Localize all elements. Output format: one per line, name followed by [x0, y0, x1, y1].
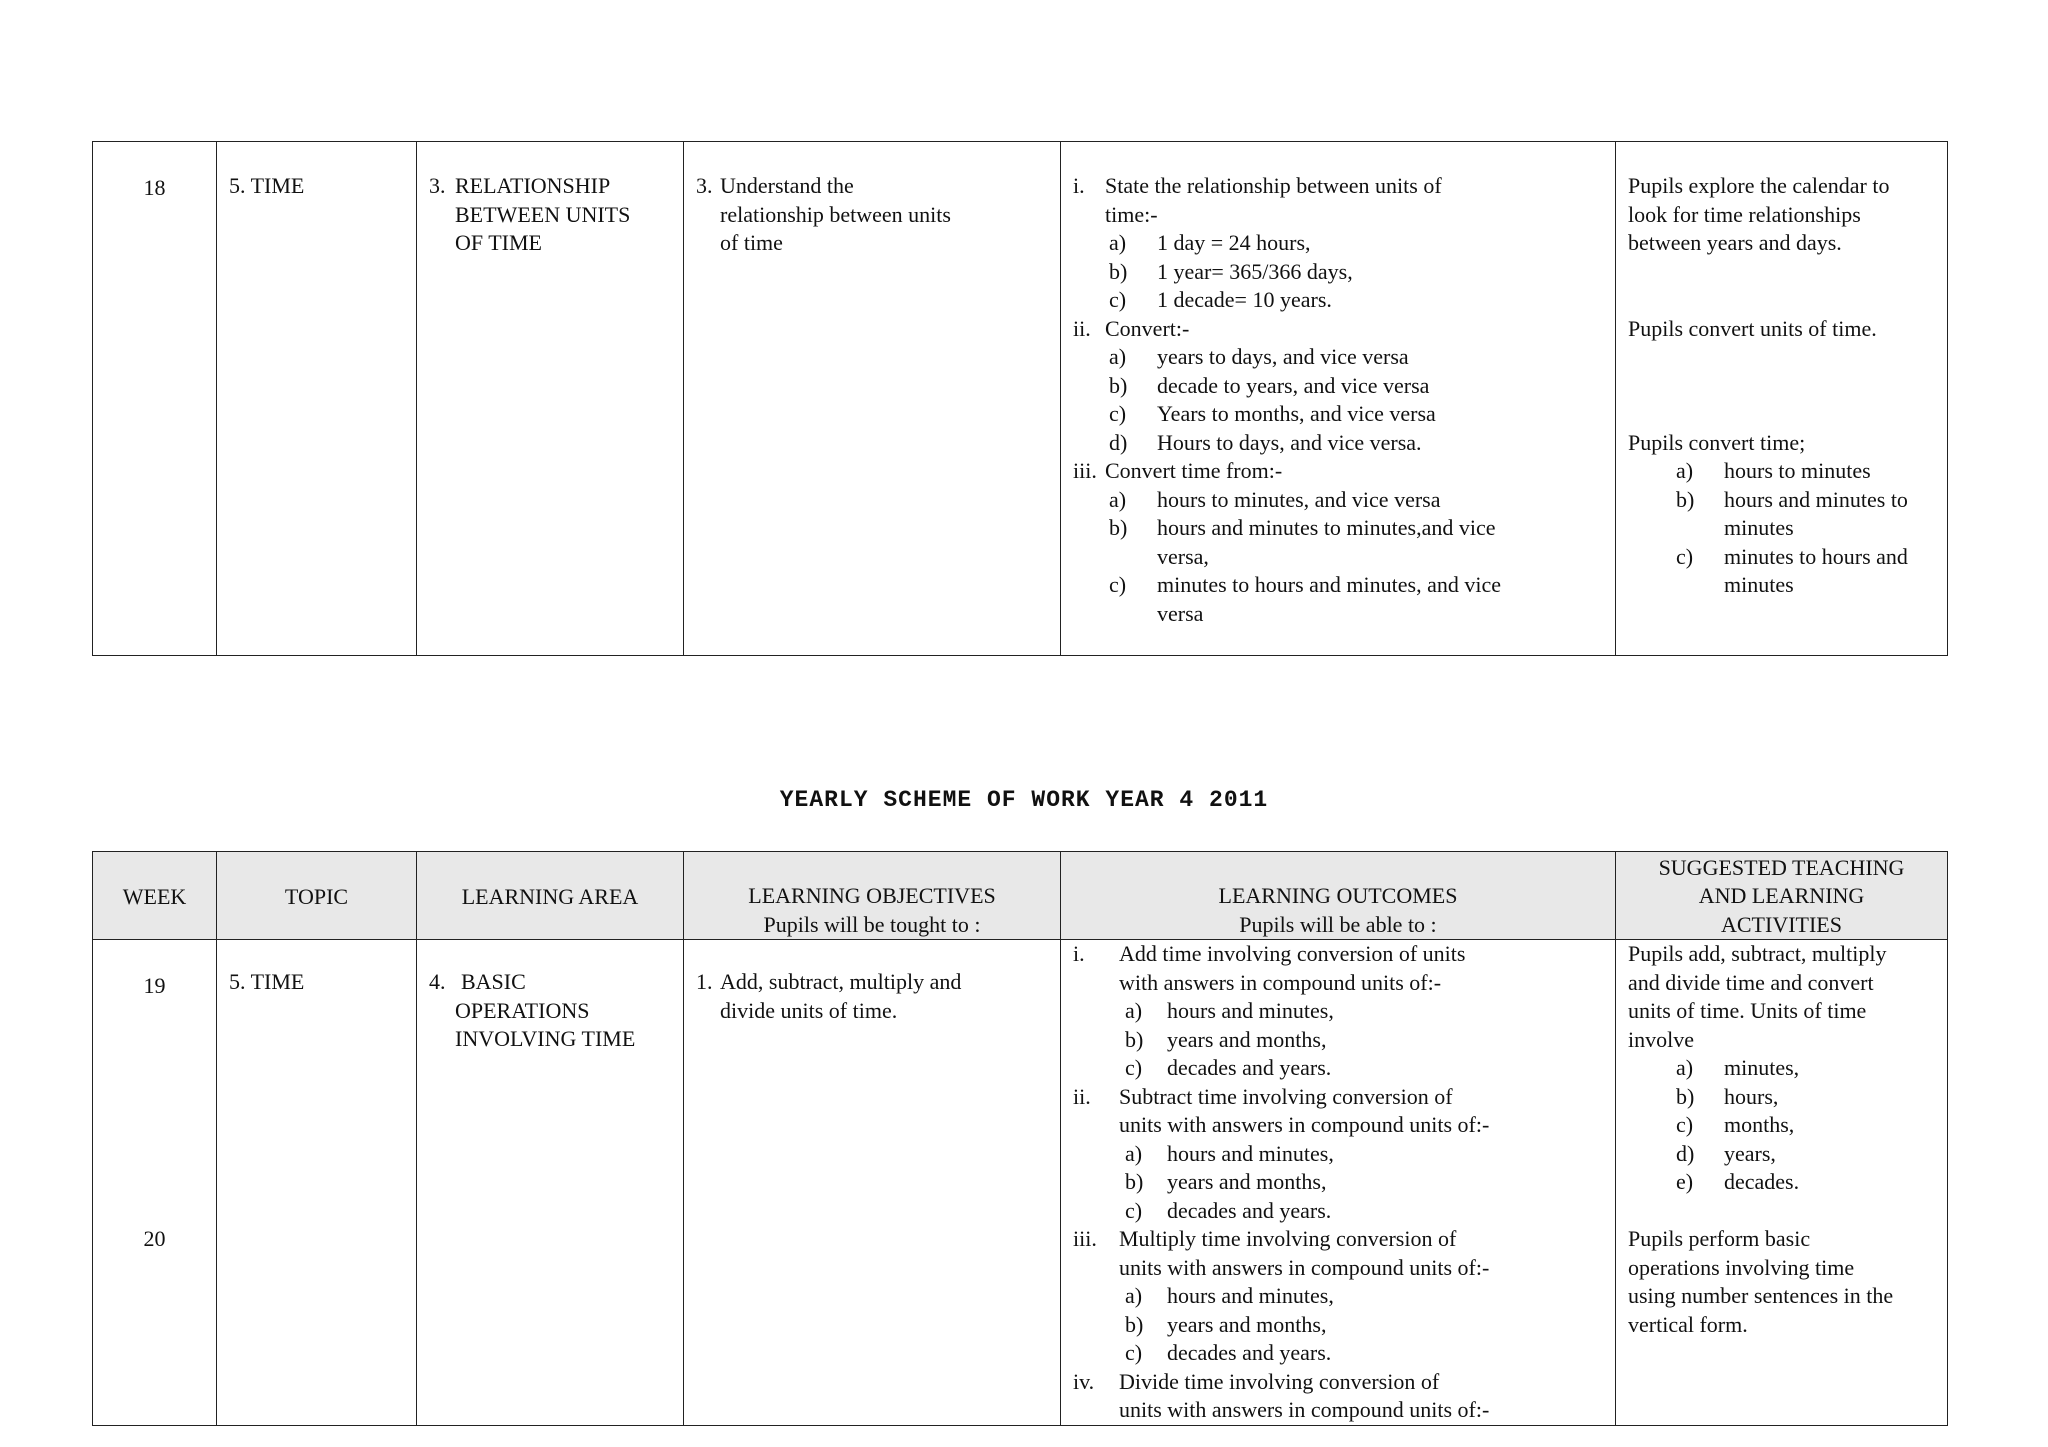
outcome-subitem: c) Years to months, and vice versa [1109, 401, 1436, 426]
outcome-subitem: c) minutes to hours and minutes, and vice versa [1109, 572, 1501, 626]
learning-area-cell [417, 142, 684, 656]
activity-subitem: b) hours and minutes to minutes [1676, 486, 1908, 540]
objective-item: 3. Understand the relationship between units of time [696, 173, 951, 255]
activity-subitem: e) decades. [1676, 1169, 1800, 1194]
activity-subitem: a) minutes, [1676, 1055, 1800, 1080]
outcome-item: iv. Divide time involving conversion of units with answers in compound units of:- [1073, 1368, 1490, 1422]
header-week: WEEK [93, 852, 217, 940]
outcome-subitem: b) hours and minutes to minutes,and vice versa, [1109, 515, 1496, 569]
learning-objectives-cell [684, 940, 1061, 1426]
outcome-subitem: a) hours and minutes, [1125, 1283, 1334, 1308]
topic-cell [217, 940, 417, 1426]
outcome-subitem: a) hours and minutes, [1125, 998, 1334, 1023]
topic-text: 5. TIME [229, 173, 305, 198]
scheme-table-week-18 [92, 141, 1948, 656]
table-row [93, 142, 1948, 656]
learning-area-cell [417, 940, 684, 1426]
header-learning-objectives: LEARNING OBJECTIVES Pupils will be tought to : [684, 852, 1061, 940]
outcome-subitem: b) years and months, [1125, 1169, 1327, 1194]
outcome-subitem: a) 1 day = 24 hours, [1109, 230, 1311, 255]
week-number: 19 [143, 973, 166, 998]
outcome-subitem: c) decades and years. [1125, 1055, 1332, 1080]
suggested-activities-cell [1616, 142, 1948, 656]
suggested-activities-cell [1616, 940, 1948, 1426]
activity-paragraph: Pupils perform basic operations involving time using number sentences in the vertical form. [1628, 1226, 1894, 1337]
outcome-item: i. Add time involving conversion of units with answers in compound units of:- [1073, 941, 1466, 995]
outcome-subitem: d) Hours to days, and vice versa. [1109, 429, 1422, 455]
activity-paragraph: Pupils convert units of time. [1628, 315, 1877, 341]
week-cell [93, 142, 217, 656]
activity-paragraph: Pupils add, subtract, multiply and divide time and convert units of time. Units of time involve [1628, 941, 1887, 1052]
learning-outcomes-cell [1061, 142, 1616, 656]
learning-outcomes-cell [1061, 940, 1616, 1426]
topic-cell [217, 142, 417, 656]
document-title: YEARLY SCHEME OF WORK YEAR 4 2011 [779, 787, 1269, 813]
header-suggested-activities: SUGGESTED TEACHING AND LEARNING ACTIVITIES [1616, 852, 1948, 940]
outcome-subitem: b) years and months, [1125, 1311, 1327, 1337]
week-number: 20 [143, 1226, 166, 1251]
outcome-item: ii. Convert:- [1073, 315, 1190, 341]
activity-paragraph: Pupils convert time; [1628, 429, 1806, 455]
outcome-subitem: c) decades and years. [1125, 1197, 1332, 1223]
header-learning-outcomes: LEARNING OUTCOMES Pupils will be able to : [1061, 852, 1616, 940]
learning-area-item: 3. RELATIONSHIP BETWEEN UNITS OF TIME [429, 173, 631, 255]
week-cell [93, 940, 217, 1426]
learning-area-item: 4. BASIC OPERATIONS INVOLVING TIME [429, 969, 636, 1051]
activity-subitem: d) years, [1676, 1140, 1776, 1166]
outcome-item: i. State the relationship between units of time:- [1073, 173, 1442, 227]
outcome-subitem: c) 1 decade= 10 years. [1109, 287, 1332, 312]
header-learning-area: LEARNING AREA [417, 852, 684, 940]
outcome-subitem: a) hours and minutes, [1125, 1140, 1334, 1166]
scheme-table-weeks-19-20 [92, 851, 1948, 1426]
activity-subitem: a) hours to minutes [1676, 458, 1871, 483]
outcome-item: iii. Convert time from:- [1073, 458, 1283, 483]
week-number: 18 [143, 175, 166, 200]
table-row [93, 940, 1948, 1426]
outcome-item: iii. Multiply time involving conversion of units with answers in compound units of:- [1073, 1226, 1490, 1280]
activity-paragraph: Pupils explore the calendar to look for time relationships between years and days. [1628, 173, 1890, 255]
learning-objectives-cell [684, 142, 1061, 656]
outcome-subitem: b) decade to years, and vice versa [1109, 372, 1430, 398]
outcome-subitem: a) years to days, and vice versa [1109, 344, 1409, 369]
header-topic: TOPIC [217, 852, 417, 940]
objective-item: 1. Add, subtract, multiply and divide units of time. [696, 969, 962, 1023]
outcome-item: ii. Subtract time involving conversion of units with answers in compound units of:- [1073, 1083, 1490, 1137]
topic-text: 5. TIME [229, 969, 305, 994]
table-header-row [93, 852, 1948, 940]
activity-subitem: b) hours, [1676, 1083, 1779, 1109]
outcome-subitem: b) 1 year= 365/366 days, [1109, 258, 1353, 284]
outcome-subitem: b) years and months, [1125, 1026, 1327, 1052]
outcome-subitem: a) hours to minutes, and vice versa [1109, 486, 1441, 512]
activity-subitem: c) minutes to hours and minutes [1676, 543, 1908, 597]
outcome-subitem: c) decades and years. [1125, 1340, 1332, 1365]
activity-subitem: c) months, [1676, 1112, 1795, 1137]
